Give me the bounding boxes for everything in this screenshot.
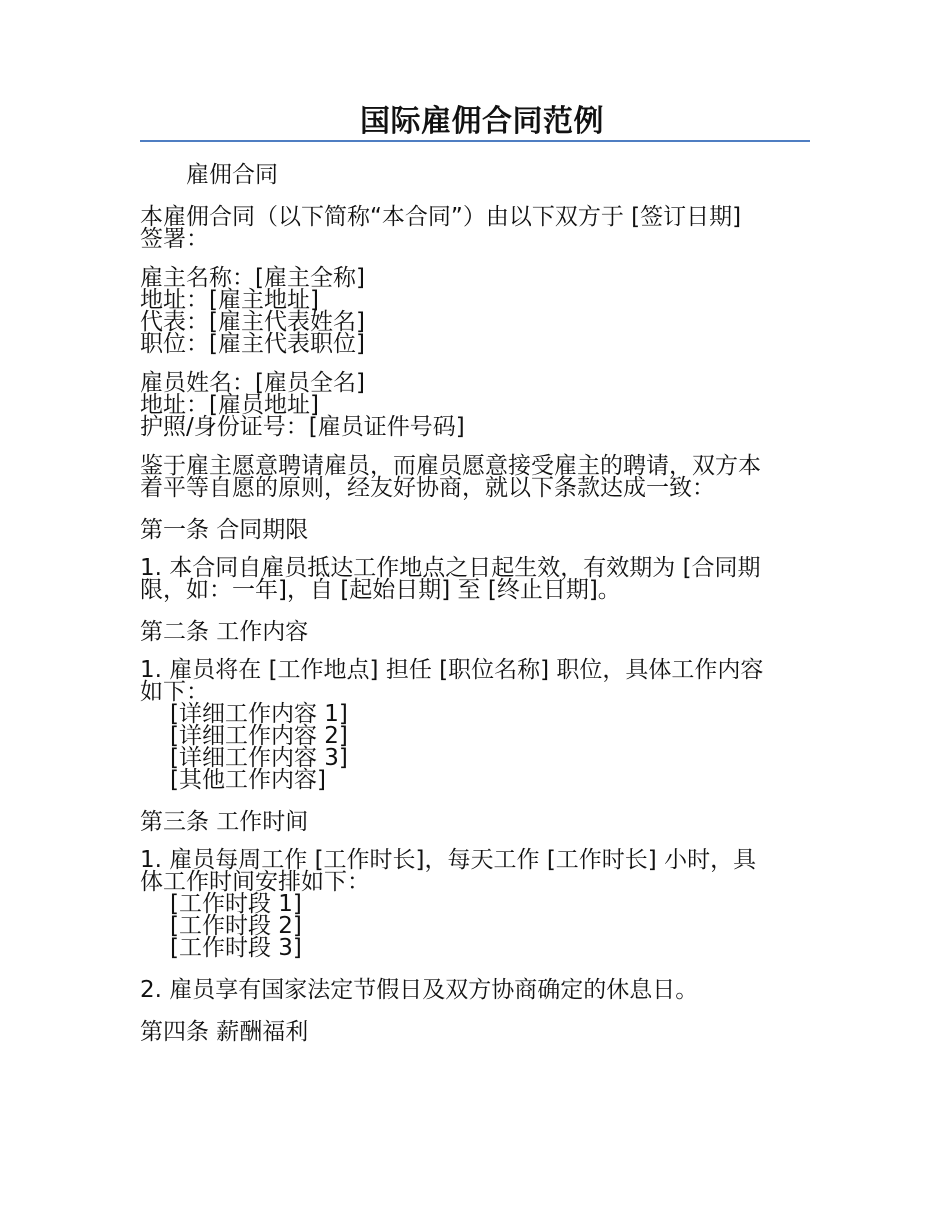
article-1-line: 1. 本合同自雇员抵达工作地点之日起生效，有效期为 [合同期 bbox=[140, 555, 761, 581]
article-2-line: 1. 雇员将在 [工作地点] 担任 [职位名称] 职位，具体工作内容 bbox=[140, 657, 764, 683]
article-3-line: 体工作时间安排如下： bbox=[140, 869, 370, 895]
subtitle: 雇佣合同 bbox=[186, 162, 278, 188]
list-item: [工作时段 1] bbox=[170, 891, 302, 917]
employer-info bbox=[140, 267, 812, 355]
list-item: [其他工作内容] bbox=[170, 767, 326, 793]
employee-address: 地址：[雇员地址] bbox=[140, 392, 319, 418]
article-2-clause bbox=[140, 659, 812, 791]
article-1-heading: 第一条 合同期限 bbox=[140, 517, 309, 543]
employer-name: 雇主名称：[雇主全称] bbox=[140, 265, 365, 291]
article-3-point-2: 2. 雇员享有国家法定节假日及双方协商确定的休息日。 bbox=[140, 977, 699, 1003]
employee-name: 雇员姓名：[雇员全名] bbox=[140, 370, 365, 396]
employee-info bbox=[140, 372, 812, 438]
document-title: 国际雇佣合同范例 bbox=[360, 104, 604, 139]
article-1-line: 限，如：一年]，自 [起始日期] 至 [终止日期]。 bbox=[140, 577, 621, 603]
article-3-clause bbox=[140, 849, 812, 959]
intro-paragraph bbox=[140, 206, 812, 250]
article-3-line: 1. 雇员每周工作 [工作时长]，每天工作 [工作时长] 小时，具 bbox=[140, 847, 757, 873]
employer-representative: 代表：[雇主代表姓名] bbox=[140, 309, 365, 335]
article-2-heading: 第二条 工作内容 bbox=[140, 619, 309, 645]
whereas-paragraph bbox=[140, 455, 812, 499]
whereas-line: 着平等自愿的原则，经友好协商，就以下条款达成一致： bbox=[140, 475, 715, 501]
article-4-heading: 第四条 薪酬福利 bbox=[140, 1019, 309, 1045]
employee-id-number: 护照/身份证号：[雇员证件号码] bbox=[140, 414, 465, 440]
article-3-heading: 第三条 工作时间 bbox=[140, 809, 309, 835]
list-item: [详细工作内容 3] bbox=[170, 745, 348, 771]
title-block bbox=[140, 104, 810, 142]
article-2-line: 如下： bbox=[140, 679, 209, 705]
list-item: [工作时段 2] bbox=[170, 913, 302, 939]
list-item: [详细工作内容 1] bbox=[170, 701, 348, 727]
list-item: [工作时段 3] bbox=[170, 935, 302, 961]
employer-address: 地址：[雇主地址] bbox=[140, 287, 319, 313]
intro-line: 本雇佣合同（以下简称“本合同”）由以下双方于 [签订日期] bbox=[140, 204, 742, 230]
employer-representative-position: 职位：[雇主代表职位] bbox=[140, 331, 365, 357]
document-body bbox=[140, 154, 812, 1059]
intro-line: 签署： bbox=[140, 226, 209, 252]
whereas-line: 鉴于雇主愿意聘请雇员，而雇员愿意接受雇主的聘请，双方本 bbox=[140, 453, 761, 479]
list-item: [详细工作内容 2] bbox=[170, 723, 348, 749]
article-1-clause bbox=[140, 557, 812, 601]
